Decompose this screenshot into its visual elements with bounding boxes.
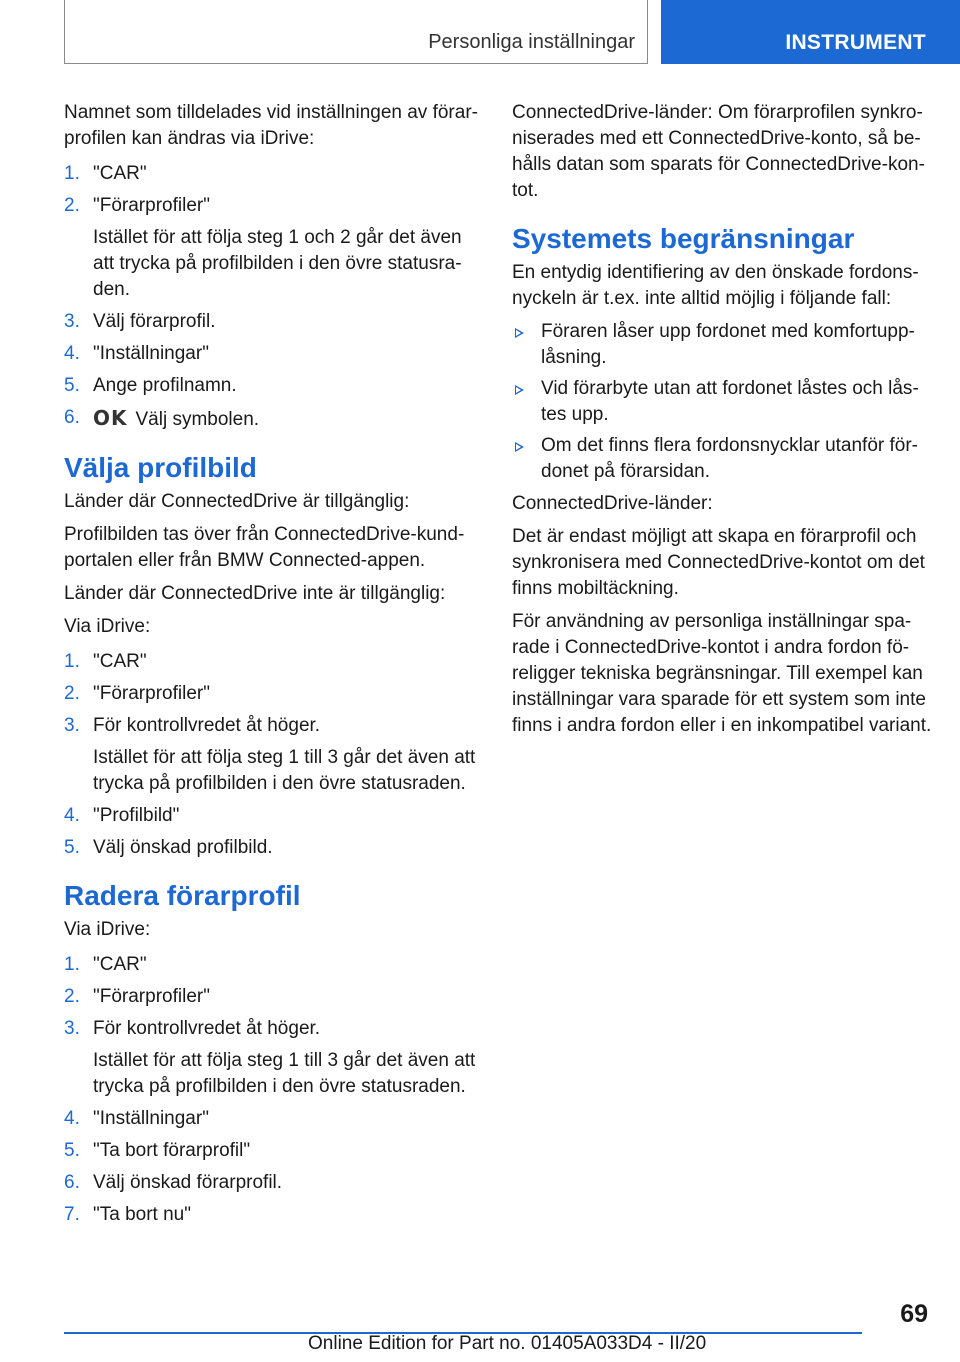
step-number: 6. (64, 407, 80, 428)
step-text: "CAR" (93, 954, 147, 975)
list-item (64, 1170, 480, 1196)
list-item (64, 984, 480, 1010)
paragraph-only-possible: Det är endast möjligt att skapa en förarprofil och synkronisera med ConnectedDrive-kontot om det finns mobiltäckning. (512, 526, 925, 599)
list-item (64, 405, 480, 433)
list-item (64, 341, 480, 367)
step-text: Välj önskad profilbild. (93, 837, 273, 858)
heading-system-limits: Systemets begränsningar (512, 223, 855, 254)
list-item (64, 803, 480, 829)
header-chapter-title: INSTRUMENT (785, 31, 926, 54)
step-number: 4. (64, 343, 80, 364)
step-number: 3. (64, 1018, 80, 1039)
step-text: Ange profilnamn. (93, 375, 237, 396)
paragraph-unavailable: Länder där ConnectedDrive inte är tillgänglig: (64, 583, 446, 604)
step-text: "Profilbild" (93, 805, 180, 826)
intro-paragraph: Namnet som tilldelades vid inställningen av förarprofilen kan ändras via iDrive: (64, 102, 478, 149)
step-number: 4. (64, 805, 80, 826)
step-text: "CAR" (93, 651, 147, 672)
list-item (64, 713, 480, 797)
header-section-box (64, 0, 648, 64)
step-text: Välj förarprofil. (93, 311, 216, 332)
page-number: 69 (900, 1300, 928, 1328)
list-item (64, 649, 480, 675)
step-number: 3. (64, 311, 80, 332)
list-item (64, 1106, 480, 1132)
ok-icon: OK (93, 406, 128, 430)
list-item (64, 1016, 480, 1100)
heading-delete-driver-profile: Radera förarprofil (64, 880, 301, 911)
step-note: Istället för att följa steg 1 till 3 går det även att trycka på profilbilden i den övre statusraden. (93, 1050, 476, 1097)
list-item (512, 376, 932, 428)
limits-bullet-list (512, 319, 932, 485)
step-text: "Ta bort förarprofil" (93, 1140, 251, 1161)
paragraph-countries: ConnectedDrive-länder: (512, 493, 713, 514)
paragraph-usage: För användning av personliga inställningar sparade i ConnectedDrive-kontot i andra fordon föreligger tekniska begränsningar. Till exempel kan inställningar vara sparade för ett system som inte finns i andra fordon eller i en inkompatibel variant. (512, 611, 932, 736)
list-item (64, 952, 480, 978)
footer-edition: Online Edition for Part no. 01405A033D4 - II/20 (308, 1333, 707, 1354)
step-number: 7. (64, 1204, 80, 1225)
step-number: 4. (64, 1108, 80, 1129)
step-text: För kontrollvredet åt höger. (93, 715, 321, 736)
triangle-bullet-icon (515, 385, 524, 395)
list-item (64, 835, 480, 861)
step-number: 3. (64, 715, 80, 736)
header-chapter-tab (661, 0, 960, 64)
step-number: 1. (64, 954, 80, 975)
step-number: 2. (64, 195, 80, 216)
step-number: 6. (64, 1172, 80, 1193)
step-note: Istället för att följa steg 1 till 3 går det även att trycka på profilbilden i den övre statusraden. (93, 747, 476, 794)
paragraph-via-idrive: Via iDrive: (64, 919, 151, 940)
paragraph-limits: En entydig identifiering av den önskade fordonsnyckeln är t.ex. inte alltid möjlig i följande fall: (512, 262, 919, 309)
list-item (64, 373, 480, 399)
step-text: "Ta bort nu" (93, 1204, 191, 1225)
paragraph-taken-over: Profilbilden tas över från ConnectedDrive-kundportalen eller från BMW Connected-appen. (64, 524, 465, 571)
step-text: "Förarprofiler" (93, 986, 210, 1007)
bullet-text: Vid förarbyte utan att fordonet låstes och låstes upp. (541, 378, 919, 425)
step-text: För kontrollvredet åt höger. (93, 1018, 321, 1039)
triangle-bullet-icon (515, 442, 524, 452)
step-text: "Förarprofiler" (93, 195, 210, 216)
left-column (64, 100, 480, 1234)
step-text: "CAR" (93, 163, 147, 184)
step-number: 5. (64, 837, 80, 858)
list-item (64, 309, 480, 335)
step-text: Välj önskad förarprofil. (93, 1172, 283, 1193)
step-number: 2. (64, 986, 80, 1007)
step-note: Istället för att följa steg 1 och 2 går det även att trycka på profilbilden i den övre statusraden. (93, 227, 462, 300)
delete-profile-steps-list (64, 952, 480, 1228)
step-number: 5. (64, 375, 80, 396)
list-item (512, 319, 932, 371)
heading-choose-profile-picture: Välja profilbild (64, 452, 257, 483)
paragraph-available: Länder där ConnectedDrive är tillgänglig: (64, 491, 410, 512)
step-number: 1. (64, 163, 80, 184)
rename-steps-list (64, 161, 480, 433)
list-item (64, 681, 480, 707)
step-text: Välj symbolen. (135, 409, 260, 430)
paragraph-via-idrive: Via iDrive: (64, 616, 151, 637)
right-column (512, 100, 932, 746)
list-item (64, 1202, 480, 1228)
step-number: 1. (64, 651, 80, 672)
step-text: "Inställningar" (93, 343, 209, 364)
step-text: "Inställningar" (93, 1108, 209, 1129)
paragraph-sync: ConnectedDrive-länder: Om förarprofilen synkroniserades med ett ConnectedDrive-konto, så behålls datan som sparats för ConnectedDrive-kontot. (512, 102, 925, 201)
list-item (64, 193, 480, 303)
triangle-bullet-icon (515, 328, 524, 338)
profile-picture-steps-list (64, 649, 480, 861)
step-text: "Förarprofiler" (93, 683, 210, 704)
bullet-text: Om det finns flera fordonsnycklar utanför fördonet på förarsidan. (541, 435, 918, 482)
bullet-text: Föraren låser upp fordonet med komfortupplåsning. (541, 321, 915, 368)
step-number: 2. (64, 683, 80, 704)
step-number: 5. (64, 1140, 80, 1161)
list-item (512, 433, 932, 485)
list-item (64, 161, 480, 187)
header-section-title: Personliga inställningar (428, 31, 635, 53)
list-item (64, 1138, 480, 1164)
